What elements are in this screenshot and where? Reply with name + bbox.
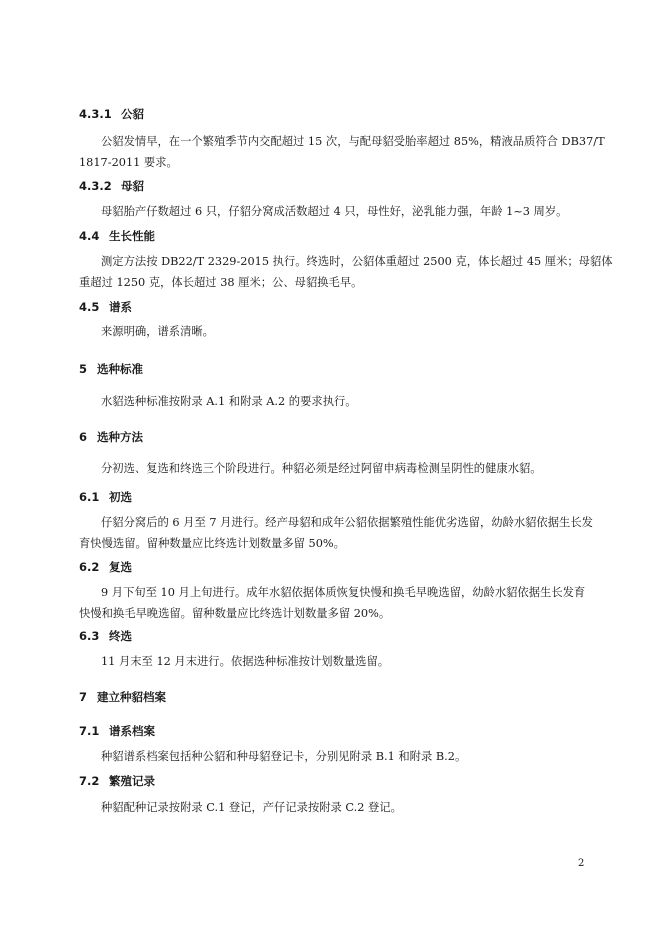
heading-title: 公貂 bbox=[121, 107, 144, 121]
heading-number: 7.1 bbox=[79, 724, 100, 738]
paragraph-4-4 bbox=[79, 251, 613, 293]
heading-title: 生长性能 bbox=[109, 229, 155, 243]
heading-5 bbox=[79, 361, 143, 377]
heading-title: 母貂 bbox=[121, 179, 144, 193]
paragraph-line: 测定方法按 DB22/T 2329-2015 执行。终选时，公貂体重超过 2500 克，体长超过 45 厘米；母貂体 bbox=[101, 255, 613, 268]
paragraph-7-2 bbox=[79, 797, 599, 818]
paragraph-7-1 bbox=[79, 746, 599, 767]
heading-number: 6 bbox=[79, 430, 88, 444]
paragraph-5 bbox=[79, 391, 599, 412]
heading-number: 4.3.1 bbox=[79, 107, 112, 121]
paragraph-line: 水貂选种标准按附录 A.1 和附录 A.2 的要求执行。 bbox=[101, 395, 357, 408]
heading-7 bbox=[79, 689, 166, 705]
heading-title: 繁殖记录 bbox=[109, 774, 155, 788]
paragraph-6-1 bbox=[79, 512, 599, 554]
heading-title: 谱系 bbox=[109, 300, 132, 314]
heading-number: 4.5 bbox=[79, 300, 100, 314]
paragraph-line: 母貂胎产仔数超过 6 只，仔貂分窝成活数超过 4 只，母性好，泌乳能力强，年龄 1~3 周岁。 bbox=[101, 205, 568, 218]
heading-title: 复选 bbox=[109, 560, 132, 574]
page-number: 2 bbox=[578, 858, 585, 869]
heading-number: 6.3 bbox=[79, 629, 100, 643]
heading-title: 初选 bbox=[109, 490, 132, 504]
paragraph-line: 9 月下旬至 10 月上旬进行。成年水貂依据体质恢复快慢和换毛早晚选留，幼龄水貂依据生长发育 bbox=[101, 586, 586, 599]
heading-number: 4.4 bbox=[79, 229, 100, 243]
paragraph-4-3-1 bbox=[79, 131, 605, 173]
paragraph-4-5 bbox=[79, 321, 599, 342]
heading-4-3-2 bbox=[79, 178, 144, 194]
paragraph-line: 公貂发情早，在一个繁殖季节内交配超过 15 次，与配母貂受胎率超过 85%，精液品质符合 DB37/T bbox=[101, 135, 605, 148]
heading-6-3 bbox=[79, 628, 132, 644]
paragraph-line: 种貂谱系档案包括种公貂和种母貂登记卡，分别见附录 B.1 和附录 B.2。 bbox=[101, 750, 467, 763]
heading-6-1 bbox=[79, 489, 132, 505]
paragraph-line: 快慢和换毛早晚选留。留种数量应比终选计划数量多留 20%。 bbox=[79, 607, 391, 620]
paragraph-6-3 bbox=[79, 651, 599, 672]
paragraph-6 bbox=[79, 458, 599, 479]
paragraph-6-2 bbox=[79, 582, 599, 624]
paragraph-4-3-2 bbox=[79, 201, 599, 222]
heading-number: 7.2 bbox=[79, 774, 100, 788]
heading-number: 6.2 bbox=[79, 560, 100, 574]
heading-number: 6.1 bbox=[79, 490, 100, 504]
heading-4-3-1 bbox=[79, 106, 144, 122]
paragraph-line: 种貂配种记录按附录 C.1 登记，产仔记录按附录 C.2 登记。 bbox=[101, 801, 402, 814]
paragraph-line: 仔貂分窝后的 6 月至 7 月进行。经产母貂和成年公貂依据繁殖性能优劣选留，幼龄水貂依据生长发 bbox=[101, 516, 593, 529]
paragraph-line: 1817-2011 要求。 bbox=[79, 156, 178, 169]
heading-number: 5 bbox=[79, 362, 88, 376]
heading-title: 终选 bbox=[109, 629, 132, 643]
heading-7-2 bbox=[79, 773, 155, 789]
heading-4-4 bbox=[79, 228, 155, 244]
heading-title: 建立种貂档案 bbox=[97, 690, 166, 704]
heading-7-1 bbox=[79, 723, 155, 739]
heading-number: 7 bbox=[79, 690, 88, 704]
heading-title: 谱系档案 bbox=[109, 724, 155, 738]
heading-6-2 bbox=[79, 559, 132, 575]
heading-title: 选种方法 bbox=[97, 430, 143, 444]
heading-title: 选种标准 bbox=[97, 362, 143, 376]
paragraph-line: 分初选、复选和终选三个阶段进行。种貂必须是经过阿留申病毒检测呈阴性的健康水貂。 bbox=[101, 462, 542, 475]
heading-number: 4.3.2 bbox=[79, 179, 112, 193]
paragraph-line: 育快慢选留。留种数量应比终选计划数量多留 50%。 bbox=[79, 537, 345, 550]
paragraph-line: 11 月末至 12 月末进行。依据选种标准按计划数量选留。 bbox=[101, 655, 390, 668]
paragraph-line: 来源明确，谱系清晰。 bbox=[101, 325, 214, 338]
paragraph-line: 重超过 1250 克，体长超过 38 厘米；公、母貂换毛早。 bbox=[79, 276, 363, 289]
heading-6 bbox=[79, 429, 143, 445]
heading-4-5 bbox=[79, 299, 132, 315]
